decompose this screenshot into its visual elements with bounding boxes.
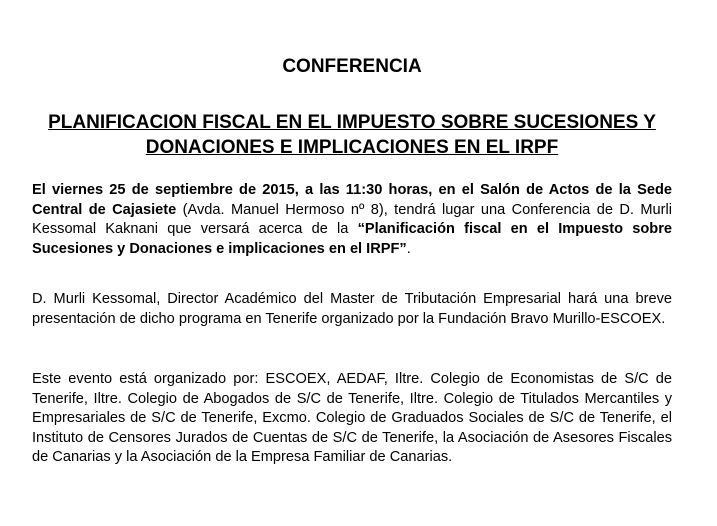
document-heading: CONFERENCIA [282, 56, 422, 77]
paragraph-organizers: Este evento está organizado por: ESCOEX, AEDAF, Iltre. Colegio de Economistas de S/C de Tenerife, Iltre. Colegio de Abogados de S/C de Tenerife, Iltre. Colegio de Titulados Mercantiles y Empresariales de S/C de Tenerife, Excmo. Colegio de Graduados Sociales de S/C de Tenerife, el Instituto de Censores Jurados de Cuentas de S/C de Tenerife, la Asociación de Asesores Fiscales de Canarias y la Asociación de la Empresa Familiar de Canarias. [32, 371, 672, 465]
title-line-2: DONACIONES E IMPLICACIONES EN EL IRPF [145, 137, 559, 158]
paragraph-end-punctuation: . [406, 240, 411, 257]
event-date-location: El viernes 25 de septiembre de 2015, a las 11:30 horas, en el Salón de Actos de la Sede Central de Cajasiete [32, 182, 672, 218]
paragraph-speaker-presentation: D. Murli Kessomal, Director Académico del Master de Tributación Empresarial hará una breve presentación de dicho programa en Tenerife organizado por la Fundación Bravo Murillo-ESCOEX. [32, 291, 672, 327]
conference-topic: “Planificación fiscal en el Impuesto sobre Sucesiones y Donaciones e implicaciones en el IRPF” [32, 221, 672, 257]
event-address-speaker: (Avda. Manuel Hermoso nº 8), tendrá lugar una Conferencia de D. Murli Kessomal Kaknani que versará acerca de la [32, 201, 672, 237]
paragraph-event-details [32, 181, 672, 259]
document-title [32, 110, 672, 160]
title-line-1: PLANIFICACION FISCAL EN EL IMPUESTO SOBRE SUCESIONES Y [48, 112, 656, 133]
